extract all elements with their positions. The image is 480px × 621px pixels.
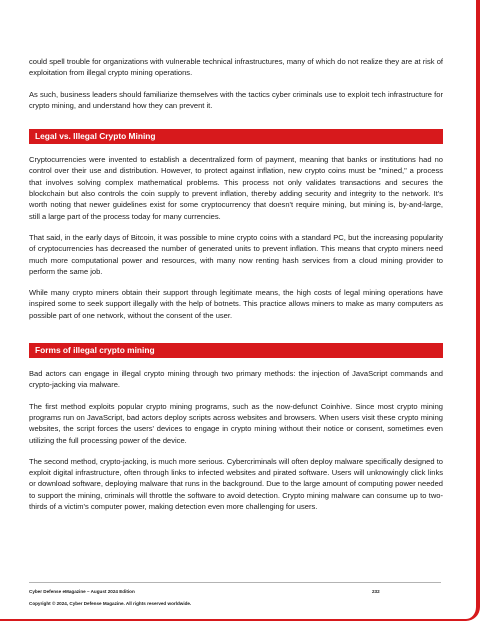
paragraph-forms-2: The first method exploits popular crypto mining programs, such as the now-defunct Coinhive. Since most crypto mining programs run on JavaScript, bad actors deploy scripts across websites and browsers. When users visit these crypto mining websites, the script forces the users' devices to engage in crypto mining without their notice or consent, sometimes even utilizing the full processing power of the device. xyxy=(29,401,443,445)
article-body xyxy=(29,56,443,522)
section-heading-legal-vs-illegal: Legal vs. Illegal Crypto Mining xyxy=(29,129,443,144)
footer-copyright: Copyright © 2024, Cyber Defense Magazine. All rights reserved worldwide. xyxy=(29,601,192,606)
paragraph-intro-2: As such, business leaders should familiarize themselves with the tactics cyber criminals use to exploit tech infrastructure for crypto mining, and understand how they can prevent it. xyxy=(29,89,443,110)
paragraph-forms-3: The second method, crypto-jacking, is much more serious. Cybercriminals will often deploy malware specifically designed to exploit digital infrastructure, often through links to infected websites and pirated software. Users will unknowingly click links or download software, deploying malware that runs in the background. Due to the large amount of computing power needed to support the mining, criminals will throttle the software to avoid detection. Crypto mining malware can consume up to two-thirds of a victim's computer power, making detection even more challenging for users. xyxy=(29,456,443,512)
paragraph-forms-1: Bad actors can engage in illegal crypto mining through two primary methods: the injection of JavaScript commands and crypto-jacking via malware. xyxy=(29,369,443,390)
footer-page-number: 232 xyxy=(372,589,380,594)
paragraph-legal-3: While many crypto miners obtain their support through legitimate means, the high costs of legal mining operations have inspired some to seek support illegally with the help of botnets. This practice allows miners to make as many computers as possible part of one network, without the consent of the user. xyxy=(29,288,443,320)
footer-edition: Cyber Defense eMagazine – August 2024 Edition xyxy=(29,589,135,594)
footer-divider xyxy=(29,582,441,583)
paragraph-intro-1: could spell trouble for organizations with vulnerable technical infrastructures, many of which do not realize they are at risk of exploitation from illegal crypto mining operations. xyxy=(29,57,443,78)
paragraph-legal-1: Cryptocurrencies were invented to establish a decentralized form of payment, meaning that banks or institutions had no control over their use and distribution. However, to protect against inflation, new crypto coins must be "mined," a process that involves solving complex mathematical problems. This process not only validates transactions and secures the blockchain but also controls the coin supply to prevent inflation, thereby adding security and integrity to the network. It's worth noting that newer guidelines exist for some cryptocurrency that doesn't require mining, but mining is, by-and-large, still a large part of the process today for many currencies. xyxy=(29,155,443,221)
section-heading-forms-of-illegal-mining: Forms of illegal crypto mining xyxy=(29,343,443,358)
paragraph-legal-2: That said, in the early days of Bitcoin, it was possible to mine crypto coins with a standard PC, but the increasing popularity of cryptocurrencies has decreased the number of generated units to prevent inflation. This means that crypto miners need much more computational power and resources, with many now renting hash services from a cloud mining provider to perform the same job. xyxy=(29,232,443,276)
